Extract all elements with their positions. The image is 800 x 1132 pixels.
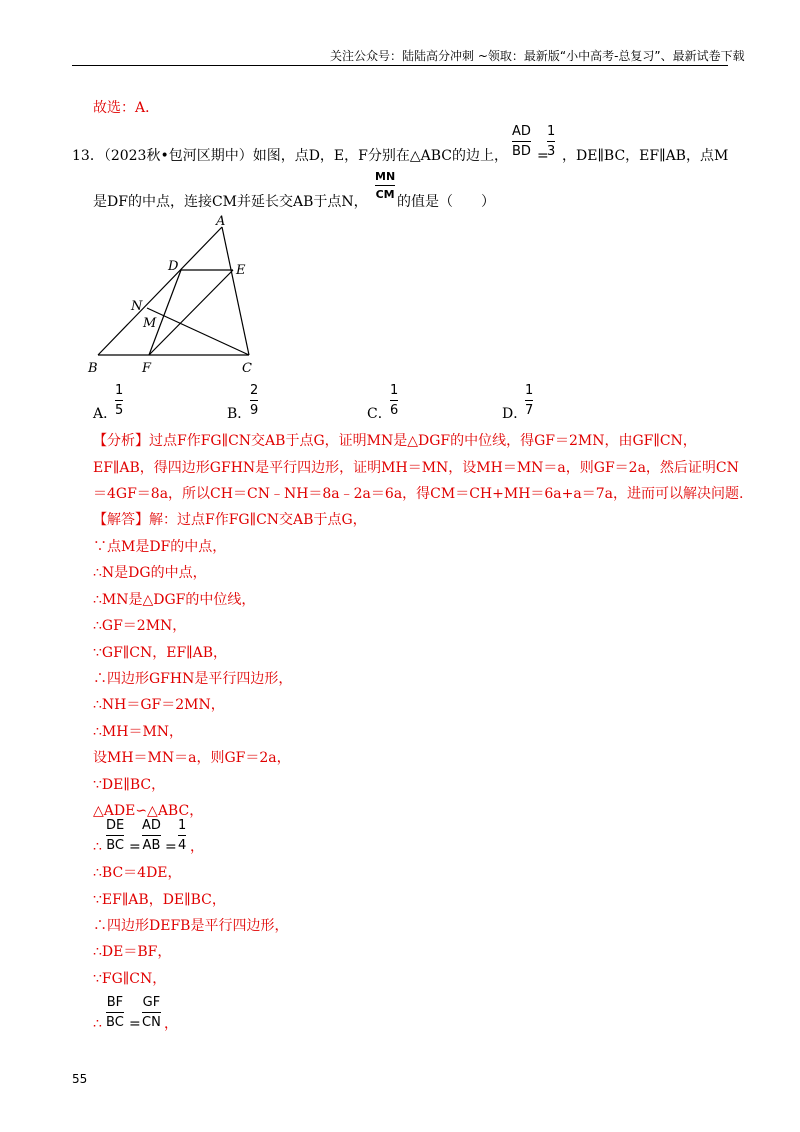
page-header: 关注公众号：陆陆高分冲刺 ~领取：最新版“小中高考-总复习”、最新试卷下载 [330,49,745,63]
fraction-bar [250,400,258,401]
solution-line: ∵GF∥CN，EF∥AB， [93,645,228,661]
fraction-mn-cm [375,170,395,201]
therefore-symbol: ∴ [93,839,102,855]
fraction-bar [525,400,533,401]
fraction-bar [142,835,161,836]
equals-sign: = [537,148,549,164]
fraction-bar [178,835,186,836]
fraction-numerator: BF [106,995,124,1010]
label-c: C [242,361,252,376]
fraction-numerator: 1 [178,818,187,833]
previous-answer: 故选：A． [93,100,160,116]
fraction-bar [547,141,555,142]
side-ac [222,227,249,355]
option-a-fraction [115,383,123,418]
solution-line: ∴NH＝GF＝2MN， [93,697,225,713]
fraction-numerator: 2 [250,383,259,398]
fraction-gf-cn [142,995,161,1030]
header-divider [72,65,728,66]
triangle-figure [85,212,275,377]
equals-sign: = [165,839,177,855]
label-b: B [88,361,98,376]
option-c-letter: C． [367,406,392,422]
fraction-numerator: AD [512,124,531,139]
label-m: M [143,316,157,331]
fraction-numerator: 1 [390,383,399,398]
comma: ， [190,839,204,855]
question-line-2-end: 的值是（ ） [397,194,495,210]
question-line-2: 是DF的中点，连接CM并延长交AB于点N， [93,194,368,210]
fraction-numerator: MN [375,170,396,183]
fraction-1-4 [178,818,186,853]
fraction-ad-ab [142,818,161,853]
fraction-numerator: 1 [547,124,556,139]
solution-line: ∴四边形DEFB是平行四边形， [93,918,289,934]
fraction-denominator: BC [106,1015,124,1030]
solution-line: ∵FG∥CN， [93,971,167,987]
fraction-denominator: CN [142,1015,161,1030]
solution-line: ∴GF＝2MN， [93,618,187,634]
solution-line: ∵点M是DF的中点， [93,539,227,555]
option-a-letter: A． [93,406,118,422]
solution-line: ∴四边形GFHN是平行四边形， [93,671,293,687]
fraction-numerator: 1 [115,383,124,398]
option-d-letter: D． [502,406,528,422]
fraction-ad-bd [512,124,531,159]
therefore-symbol: ∴ [93,1016,102,1032]
fraction-bar [142,1012,161,1013]
fraction-denominator: AB [142,838,161,853]
segment-df [149,270,181,355]
segment-cn [147,308,249,355]
solution-line: 【解答】解：过点F作FG∥CN交AB于点G， [93,512,367,528]
fraction-denominator: 3 [547,144,556,159]
fraction-denominator: BD [512,144,531,159]
equals-sign: = [129,839,141,855]
fraction-denominator: 6 [390,403,399,418]
label-f: F [142,361,152,376]
solution-line: ∵EF∥AB，DE∥BC， [93,892,226,908]
fraction-bar [512,141,531,142]
fraction-denominator: 4 [178,838,187,853]
fraction-bar [390,400,398,401]
label-d: D [168,259,179,274]
solution-line: ∵DE∥BC， [93,777,166,793]
equals-sign: = [129,1016,141,1032]
fraction-numerator: 1 [525,383,534,398]
solution-line: ∴DE＝BF， [93,944,172,960]
solution-line: 设MH＝MN＝a，则GF＝2a， [93,750,291,766]
fraction-1-3 [547,124,555,159]
fraction-de-bc [106,818,124,853]
analysis-line: EF∥AB，得四边形GFHN是平行四边形，证明MH＝MN，设MH＝MN＝a，则GF＝2a，然后证明CN [93,460,739,476]
question-line-1: 13．（2023秋•包河区期中）如图，点D，E，F分别在△ABC的边上， [72,148,508,164]
fraction-denominator: 7 [525,403,534,418]
fraction-bar [375,185,395,186]
solution-line: ∴MH＝MN， [93,724,184,740]
fraction-bar [106,1012,124,1013]
fraction-denominator: CM [375,188,395,201]
question-line-1-end: ，DE∥BC，EF∥AB，点M [562,148,729,164]
fraction-bar [106,835,124,836]
fraction-denominator: BC [106,838,124,853]
solution-line: ∴BC＝4DE， [93,865,182,881]
fraction-denominator: 9 [250,403,259,418]
page-number: 55 [72,1072,88,1086]
fraction-bar [115,400,123,401]
solution-line: ∴N是DG的中点， [93,565,207,581]
fraction-denominator: 5 [115,403,124,418]
comma: ， [164,1016,178,1032]
fraction-numerator: AD [142,818,161,833]
label-n: N [131,299,143,314]
solution-line: △ADE∽△ABC， [93,803,204,819]
option-b-letter: B． [227,406,252,422]
fraction-numerator: DE [106,818,125,833]
label-a: A [216,214,226,229]
analysis-line: ＝4GF＝8a，所以CH＝CN﹣NH＝8a﹣2a＝6a，得CM＝CH+MH＝6a+a＝7a，进而可以解决问题. [93,486,744,502]
option-d-fraction [525,383,533,418]
solution-line: ∴MN是△DGF的中位线， [93,592,256,608]
label-e: E [236,263,246,278]
analysis-line: 【分析】过点F作FG∥CN交AB于点G，证明MN是△DGF的中位线，得GF＝2MN，由GF∥CN， [93,433,697,449]
fraction-bf-bc [106,995,124,1030]
side-ab [98,227,222,355]
fraction-numerator: GF [142,995,161,1010]
option-c-fraction [390,383,398,418]
option-b-fraction [250,383,258,418]
